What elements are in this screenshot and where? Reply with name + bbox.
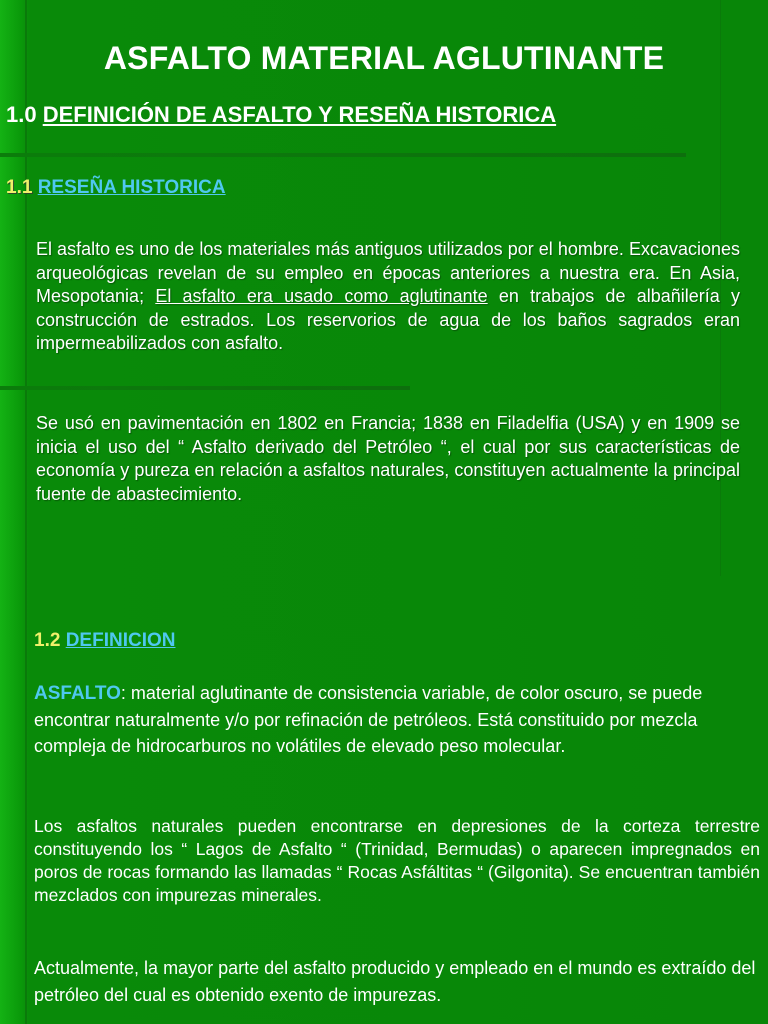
- section-heading: [6, 102, 556, 128]
- slide-title: ASFALTO MATERIAL AGLUTINANTE: [103, 40, 665, 76]
- term-asfalto: ASFALTO: [34, 683, 121, 704]
- definition-paragraph: [34, 680, 754, 759]
- subsection-number: 1.2: [34, 630, 66, 651]
- subsection-title-link[interactable]: RESEÑA HISTORICA: [37, 177, 226, 198]
- slide-2: [0, 576, 768, 1024]
- production-paragraph: Actualmente, la mayor parte del asfalto producido y empleado en el mundo es extraído del petróleo del cual es obtenido exento de impurezas.: [34, 958, 756, 1005]
- decor-line: [25, 0, 27, 576]
- decor-bar: [0, 386, 410, 390]
- definition-text: : material aglutinante de consistencia variable, de color oscuro, se puede encontrar naturalmente y/o por refinación de petróleos. Está constituido por mezcla compleja de hidrocarburos no volátiles de elevado peso molecular.: [34, 683, 703, 756]
- history-paragraph: [36, 238, 740, 356]
- underlined-text: El asfalto era usado como aglutinante: [155, 286, 488, 306]
- subsection-heading: [34, 630, 175, 652]
- paragraph-text: en trabajos de albañilería y construcción de estrados. Los reservorios de agua de los baños sagrados eran impermeabilizados con asfalto.: [36, 286, 740, 353]
- section-number: 1.0: [6, 102, 43, 127]
- decor-bar: [0, 153, 686, 157]
- paragraph-text: El asfalto es uno de los materiales más antiguos utilizados por el hombre. Excavaciones arqueológicas revelan de su empleo en épocas anteriores a nuestra era. En Asia, Mesopotania;: [36, 239, 740, 306]
- subsection-number: 1.1: [6, 177, 38, 198]
- decor-line: [25, 576, 27, 1024]
- subsection-heading: [6, 177, 226, 199]
- pavement-paragraph: Se usó en pavimentación en 1802 en Francia; 1838 en Filadelfia (USA) y en 1909 se inicia el uso del “ Asfalto derivado del Petróleo “, el cual por sus características de economía y pureza en relación a asfaltos naturales, constituyen actualmente la principal fuente de abastecimiento.: [36, 413, 740, 504]
- subsection-title-link[interactable]: DEFINICION: [65, 630, 176, 651]
- section-title: DEFINICIÓN DE ASFALTO Y RESEÑA HISTORICA: [42, 102, 557, 127]
- natural-asphalt-paragraph: Los asfaltos naturales pueden encontrarse en depresiones de la corteza terrestre constituyendo los “ Lagos de Asfalto “ (Trinidad, Bermudas) o aparecen impregnados en poros de rocas formando las llamadas “ Rocas Asfáltitas “ (Gilgonita). Se encuentran también mezclados con impurezas minerales.: [34, 816, 760, 905]
